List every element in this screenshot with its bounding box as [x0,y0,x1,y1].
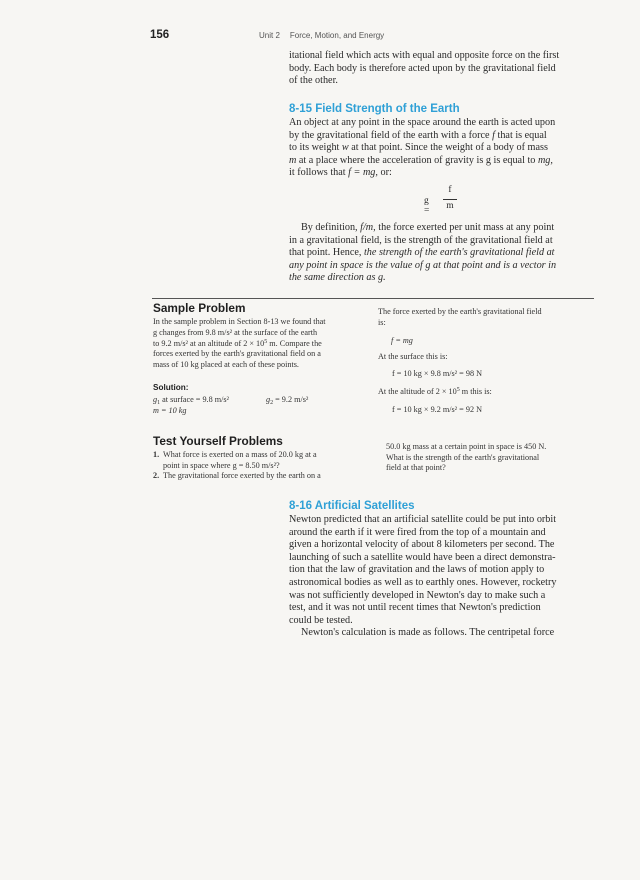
given-g2 [266,395,308,404]
text-line: could be tested. [289,614,353,626]
text-line: Newton predicted that an artificial satellite could be put into orbit [289,514,557,525]
test-yourself-heading: Test Yourself Problems [153,434,283,448]
problem-1 [153,450,367,471]
variable-g: g [153,395,158,404]
text-span: to 9.2 m/s² at an altitude of 2 × 10 [153,338,265,348]
section-8-16-paragraph-1 [289,514,593,627]
at-altitude-label [378,387,492,396]
text-line: launching of such a satellite would have been a direct demonstra- [289,551,556,563]
subscript: 2 [270,400,274,406]
text-line [153,450,367,461]
equation-surface-force: f = 10 kg × 9.8 m/s² = 98 N [392,369,482,378]
text-line: given a horizontal velocity of about 8 kilometers per second. The [289,539,555,551]
page-number: 156 [150,29,170,41]
text-span: At the altitude of 2 × 10 [378,387,457,396]
exponent: 5 [264,338,268,345]
formula-fraction [443,185,457,211]
problem-number: 1. [153,450,160,459]
variable-m: m [289,154,297,166]
text-line: point in space where g = 8.50 m/s²? [163,460,280,470]
text-line: What is the strength of the earth's gravitational [386,452,540,462]
given-mass: m = 10 kg [153,406,187,415]
text-line [289,167,593,180]
text-line [289,222,593,235]
unit-label: Unit 2 [259,31,280,40]
text-line: Newton's calculation is made as follows. The centripetal force [301,627,555,639]
text-line: of the other. [289,75,338,87]
intro-paragraph [289,50,593,88]
italic-text: the strength of the earth's gravitational field at [363,247,555,259]
text-line [289,155,593,168]
test-yourself-problems [153,434,367,482]
text-line: mass of 10 kg placed at each of these points. [153,360,299,370]
text-line: the same direction as g. [289,272,386,284]
text-line: test, and it was not until recent times that Newton's prediction [289,602,541,614]
text-span: the force exerted per unit mass at any point [378,222,555,233]
text-line: tion that the law of gravitation and the laws of motion apply to [289,564,545,576]
text-span: m this is: [459,387,492,396]
section-heading: 8-16 Artificial Satellites [289,500,415,512]
variable-mg: mg, [537,154,553,166]
solution-label: Solution: [153,383,189,392]
text-line [289,130,593,143]
text-line: itational field which acts with equal and opposite force on the first [289,50,560,61]
variable-f-over-m: f/m, [360,222,376,233]
section-8-16 [289,500,593,640]
text-line: body. Each body is therefore acted upon by the gravitational field [289,62,556,74]
equation-inline: f = mg, [348,167,378,179]
text-line: in a gravitational field, is the strength of the gravitational field at [289,234,553,246]
text-span: that is equal [497,129,547,141]
text-span: it follows that [289,167,346,179]
section-8-16-paragraph-2 [289,627,593,640]
problem-2 [153,471,367,482]
formula-numerator: f [448,185,452,195]
unit-title: Force, Motion, and Energy [289,31,385,40]
text-line [153,339,367,350]
sample-problem [153,301,367,371]
text-line: around the earth if it were fired from the top of a mountain and [289,526,546,538]
variable-w: w [341,142,349,154]
sample-problem-statement [153,317,367,371]
text-line: astronomical bodies as well as to earthly ones. However, rocketry [289,576,557,588]
text-span: By definition, [301,222,358,233]
text-span: What force is exerted on a mass of 20.0 kg at a [163,450,317,459]
sample-solution [378,307,592,329]
text-line: any point in space is the value of g at that point and is a vector in [289,259,557,271]
equation-f-mg: f = mg [391,336,413,345]
text-span: The gravitational force exerted by the earth on a [163,471,321,481]
text-span: that point. Hence, [289,247,362,259]
text-line: g changes from 9.8 m/s² at the surface of the earth [153,327,318,337]
section-heading: 8-15 Field Strength of the Earth [289,103,460,115]
problem-number: 2. [153,471,160,481]
given-g1 [153,395,229,404]
text-span: to its weight [289,142,340,154]
equation-altitude-force: f = 10 kg × 9.2 m/s² = 92 N [392,405,482,414]
text-span: at surface = 9.8 m/s² [160,395,230,404]
text-line: forces exerted by the earth's gravitational field on a [153,349,321,359]
text-line: In the sample problem in Section 8-13 we found that [153,317,326,326]
section-8-15-paragraph-2 [289,222,593,285]
exponent: 5 [456,387,460,393]
variable-g: g [266,395,271,404]
text-line: 50.0 kg mass at a certain point in space is 450 N. [386,442,547,451]
text-span: m. Compare the [267,338,322,348]
variable-f: f [492,129,495,141]
at-surface-label: At the surface this is: [378,352,448,361]
text-line: was not sufficiently developed in Newton's day to make such a [289,589,546,601]
subscript: 1 [157,400,161,406]
text-line: field at that point? [386,463,446,473]
formula-lhs: g = [424,196,430,216]
text-line: The force exerted by the earth's gravitational field [378,307,542,316]
section-divider [152,298,594,299]
text-line [153,471,367,482]
problem-2-continued [386,442,592,474]
sample-problem-heading: Sample Problem [153,301,246,315]
text-span: by the gravitational field of the earth with a force [289,129,490,141]
text-line: An object at any point in the space around the earth is acted upon [289,117,556,128]
text-span: or: [380,167,392,179]
text-span: at a place where the acceleration of gravity is g is equal to [298,154,536,166]
formula-denominator: m [446,201,454,211]
text-span: at that point. Since the weight of a body of mass [351,142,548,154]
fraction-bar [443,199,457,200]
text-line [289,142,593,155]
section-8-15-paragraph-1 [289,117,593,180]
section-8-15 [289,103,593,180]
text-span: = 9.2 m/s² [273,395,309,404]
text-line [289,247,593,260]
text-line: is: [378,317,386,327]
running-head [259,31,384,40]
